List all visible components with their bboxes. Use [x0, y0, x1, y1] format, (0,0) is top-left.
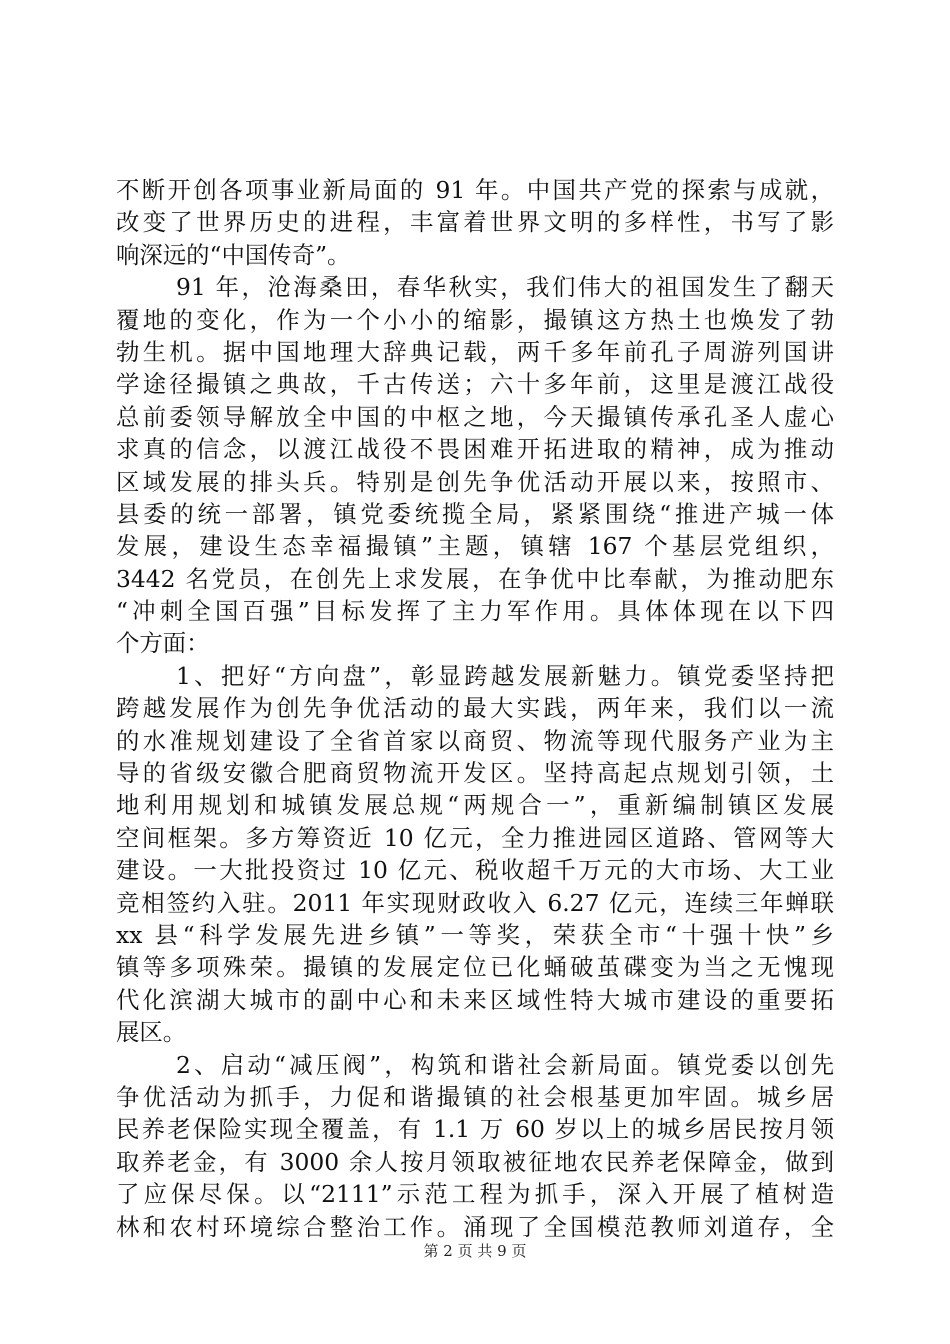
text-line: 跨越发展作为创先争优活动的最大实践，两年来，我们以一流: [116, 694, 834, 723]
text-line: 区域发展的排头兵。特别是创先争优活动开展以来，按照市、: [116, 467, 834, 496]
text-line: “冲刺全国百强”目标发挥了主力军作用。具体体现在以下四: [116, 597, 834, 626]
body-text: [116, 174, 834, 1243]
text-line: 响深远的“中国传奇”。: [116, 240, 351, 269]
text-line: 学途径撮镇之典故，千古传送；六十多年前，这里是渡江战役: [116, 370, 834, 399]
text-line: 了应保尽保。以“2111”示范工程为抓手，深入开展了植树造: [116, 1180, 834, 1209]
text-line: 3442 名党员，在创先上求发展，在争优中比奉献，为推动肥东: [116, 564, 834, 593]
text-line: 不断开创各项事业新局面的 91 年。中国共产党的探索与成就，: [116, 176, 834, 204]
text-line: 个方面：: [116, 629, 210, 658]
text-line: 发展，建设生态幸福撮镇”主题，镇辖 167 个基层党组织，: [116, 532, 834, 561]
text-line: 导的省级安徽合肥商贸物流开发区。坚持高起点规划引领，土: [116, 759, 834, 788]
text-line: 91 年，沧海桑田，春华秋实，我们伟大的祖国发生了翻天: [176, 273, 834, 302]
text-line: 总前委领导解放全中国的中枢之地，今天撮镇传承孔圣人虚心: [116, 402, 834, 431]
text-line: 镇等多项殊荣。撮镇的发展定位已化蛹破茧碟变为当之无愧现: [116, 953, 834, 982]
text-line: 代化滨湖大城市的副中心和未来区域性特大城市建设的重要拓: [116, 985, 834, 1014]
text-line: 竞相签约入驻。2011 年实现财政收入 6.27 亿元，连续三年蝉联: [116, 888, 834, 917]
page-footer: [0, 1241, 950, 1261]
text-line: xx 县“科学发展先进乡镇”一等奖，荣获全市“十强十快”乡: [116, 920, 834, 949]
text-line: 改变了世界历史的进程，丰富着世界文明的多样性，书写了影: [116, 208, 834, 237]
text-line: 空间框架。多方筹资近 10 亿元，全力推进园区道路、管网等大: [116, 823, 834, 852]
text-line: 地利用规划和城镇发展总规“两规合一”，重新编制镇区发展: [116, 791, 834, 820]
text-line: 勃生机。据中国地理大辞典记载，两千多年前孔子周游列国讲: [116, 337, 834, 366]
text-line: 展区。: [116, 1018, 187, 1047]
page-number: 第 2 页 共 9 页: [423, 1242, 527, 1260]
text-line: 民养老保险实现全覆盖，有 1.1 万 60 岁以上的城乡居民按月领: [116, 1115, 834, 1144]
text-line: 覆地的变化，作为一个小小的缩影，撮镇这方热土也焕发了勃: [116, 305, 834, 334]
text-line: 县委的统一部署，镇党委统揽全局，紧紧围绕“推进产城一体: [116, 499, 834, 528]
text-line: 2、启动“减压阀”，构筑和谐社会新局面。镇党委以创先: [176, 1050, 834, 1079]
text-line: 建设。一大批投资过 10 亿元、税收超千万元的大市场、大工业: [116, 856, 834, 885]
text-line: 求真的信念，以渡江战役不畏困难开拓进取的精神，成为推动: [116, 435, 834, 464]
text-line: 争优活动为抓手，力促和谐撮镇的社会根基更加牢固。城乡居: [116, 1082, 834, 1111]
text-line: 1、把好“方向盘”，彰显跨越发展新魅力。镇党委坚持把: [176, 661, 834, 690]
text-line: 的水准规划建设了全省首家以商贸、物流等现代服务产业为主: [116, 726, 834, 755]
text-line: 林和农村环境综合整治工作。涌现了全国模范教师刘道存，全: [116, 1212, 834, 1241]
text-line: 取养老金，有 3000 余人按月领取被征地农民养老保障金，做到: [116, 1147, 834, 1176]
